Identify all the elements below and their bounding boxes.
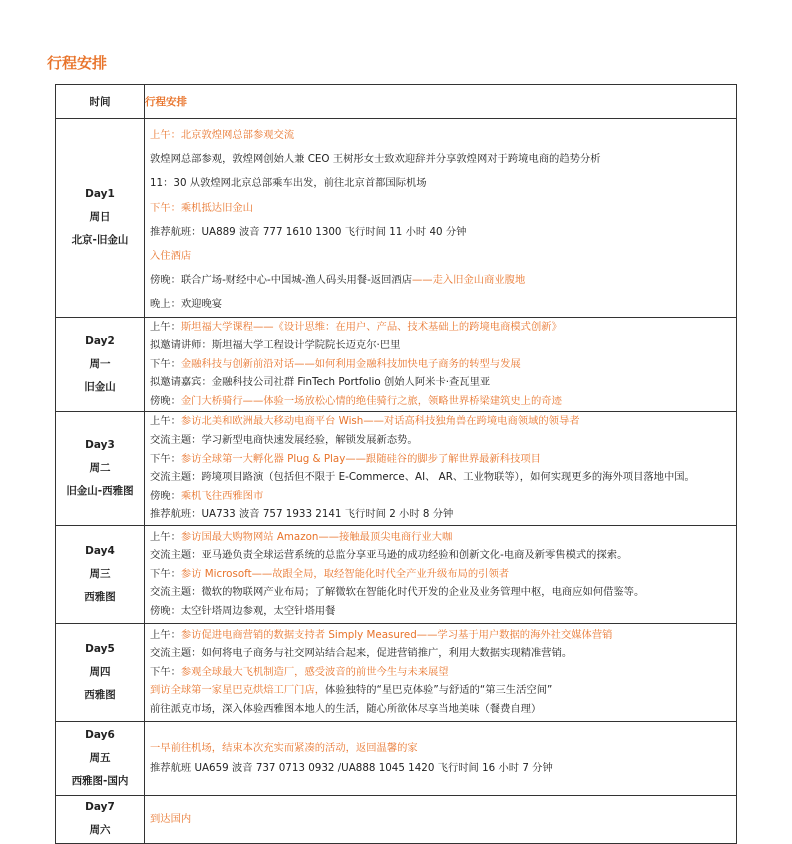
weekday-label: 周二 bbox=[89, 461, 111, 474]
line-text: 金门大桥骑行——体验一场放松心情的绝佳骑行之旅，领略世界桥梁建筑史上的奇迹 bbox=[180, 395, 562, 407]
schedule-line bbox=[150, 738, 736, 758]
itinerary-table bbox=[55, 84, 737, 844]
line-lead: 傍晚：联合广场-财经中心-中国城-渔人码头用餐-返回酒店 bbox=[150, 274, 412, 287]
schedule-line bbox=[150, 268, 736, 292]
weekday-label: 周三 bbox=[89, 567, 111, 580]
schedule-line bbox=[150, 336, 736, 355]
line-text: 交流主题：亚马逊负责全球运营系统的总监分享亚马逊的成功经验和创新文化-电商及新零售模式的探索。 bbox=[150, 549, 628, 562]
route-label: 旧金山 bbox=[84, 380, 116, 393]
line-text: 傍晚：太空针塔周边参观，太空针塔用餐 bbox=[150, 604, 336, 617]
schedule-cell bbox=[145, 525, 737, 623]
schedule-line bbox=[150, 565, 736, 584]
schedule-cell bbox=[145, 119, 737, 318]
line-lead: 傍晚： bbox=[150, 395, 181, 407]
line-text: 参访全球第一大孵化器 Plug & Play——跟随硅谷的脚步了解世界最新科技项目 bbox=[180, 452, 541, 465]
day-cell bbox=[56, 721, 145, 795]
day-label: Day1 bbox=[85, 188, 115, 201]
schedule-cell bbox=[145, 623, 737, 721]
table-row bbox=[56, 317, 737, 411]
schedule-line bbox=[150, 373, 736, 392]
schedule-line bbox=[150, 171, 736, 195]
table-header-row bbox=[56, 85, 737, 119]
line-lead: 下午： bbox=[150, 357, 181, 370]
line-lead: 到访全球第一家星巴克烘焙工厂门店， bbox=[150, 684, 326, 697]
line-text: 参访 Microsoft——故跟全局，取经智能化时代全产业升级布局的引领者 bbox=[180, 567, 510, 580]
schedule-line bbox=[150, 220, 736, 244]
line-lead: 上午： bbox=[150, 530, 181, 543]
schedule-line bbox=[150, 147, 736, 171]
schedule-line bbox=[150, 196, 736, 220]
schedule-line bbox=[150, 450, 736, 469]
line-text: 下午：乘机抵达旧金山 bbox=[150, 201, 253, 214]
route-label: 北京-旧金山 bbox=[71, 234, 129, 247]
schedule-line bbox=[150, 700, 736, 719]
schedule-cell bbox=[145, 317, 737, 411]
table-row bbox=[56, 119, 737, 318]
line-text: 拟邀请嘉宾：金融科技公司社群 FinTech Portfolio 创始人阿米卡·查瓦里亚 bbox=[150, 376, 491, 389]
weekday-label: 周一 bbox=[89, 357, 111, 370]
day-label: Day4 bbox=[85, 544, 115, 557]
weekday-label: 周四 bbox=[89, 665, 111, 678]
line-text: 上午：北京敦煌网总部参观交流 bbox=[150, 129, 295, 141]
line-lead: 下午： bbox=[150, 665, 181, 678]
line-text: 参访国最大购物网站 Amazon——接触最顶尖电商行业大咖 bbox=[180, 530, 453, 543]
schedule-cell bbox=[145, 795, 737, 843]
schedule-cell bbox=[145, 721, 737, 795]
line-lead: 上午： bbox=[150, 628, 181, 641]
schedule-line bbox=[150, 528, 736, 547]
day-cell bbox=[56, 623, 145, 721]
day-cell bbox=[56, 119, 145, 318]
line-text: 晚上：欢迎晚宴 bbox=[150, 298, 223, 311]
weekday-label: 周日 bbox=[89, 211, 111, 224]
route-label: 旧金山-西雅图 bbox=[66, 484, 134, 497]
line-text: ——走入旧金山商业腹地 bbox=[412, 274, 526, 287]
schedule-line bbox=[150, 809, 736, 829]
line-text: 推荐航班：UA733 波音 757 1933 2141 飞行时间 2 小时 8 分钟 bbox=[150, 508, 454, 521]
line-text: 入住酒店 bbox=[150, 250, 192, 263]
line-text: 体验独特的“星巴克体验”与舒适的“第三生活空间” bbox=[325, 684, 553, 697]
schedule-line bbox=[150, 487, 736, 506]
day-label: Day3 bbox=[85, 438, 115, 451]
schedule-line bbox=[150, 392, 736, 411]
line-text: 交流主题：微软的物联网产业布局；了解微软在智能化时代开发的企业及业务管理中枢，电商应如何借鉴等。 bbox=[150, 586, 645, 599]
day-label: Day6 bbox=[85, 728, 115, 741]
schedule-line bbox=[150, 292, 736, 316]
route-label: 西雅图 bbox=[84, 590, 116, 603]
line-text: 敦煌网总部参观，敦煌网创始人兼 CEO 王树彤女士致欢迎辞并分享敦煌网对于跨境电商的趋势分析 bbox=[150, 153, 601, 166]
schedule-line bbox=[150, 546, 736, 565]
schedule-line bbox=[150, 123, 736, 147]
day-cell bbox=[56, 411, 145, 525]
line-lead: 上午： bbox=[150, 415, 181, 428]
table-row bbox=[56, 623, 737, 721]
line-text: 参观全球最大飞机制造厂，感受波音的前世今生与未来展望 bbox=[180, 665, 449, 678]
line-text: 交流主题：跨境项目路演（包括但不限于 E-Commerce、AI、 AR、工业物联等），如何实现更多的海外项目落地中国。 bbox=[150, 471, 695, 484]
schedule-line bbox=[150, 758, 736, 778]
line-lead: 傍晚： bbox=[150, 489, 181, 502]
weekday-label: 周六 bbox=[89, 824, 111, 837]
schedule-line bbox=[150, 681, 736, 700]
schedule-line bbox=[150, 644, 736, 663]
schedule-line bbox=[150, 663, 736, 682]
table-row bbox=[56, 721, 737, 795]
line-text: 交流主题：学习新型电商快速发展经验，解锁发展新态势。 bbox=[150, 433, 418, 446]
line-lead: 下午： bbox=[150, 452, 181, 465]
table-row bbox=[56, 411, 737, 525]
schedule-line bbox=[150, 318, 736, 337]
line-text: 金融科技与创新前沿对话——如何利用金融科技加快电子商务的转型与发展 bbox=[180, 357, 521, 370]
header-time: 时间 bbox=[56, 85, 145, 119]
line-text: 一早前往机场，结束本次充实而紧凑的活动，返回温馨的家 bbox=[150, 742, 418, 755]
line-text: 到达国内 bbox=[150, 813, 192, 826]
schedule-line bbox=[150, 626, 736, 645]
line-text: 推荐航班 UA659 波音 737 0713 0932 /UA888 1045 1420 飞行时间 16 小时 7 分钟 bbox=[150, 762, 553, 775]
schedule-cell bbox=[145, 411, 737, 525]
schedule-line bbox=[150, 583, 736, 602]
line-text: 参访北美和欧洲最大移动电商平台 Wish——对话高科技独角兽在跨境电商领域的领导者 bbox=[180, 415, 580, 428]
day-cell bbox=[56, 317, 145, 411]
line-lead: 下午： bbox=[150, 567, 181, 580]
line-text: 交流主题：如何将电子商务与社交网站结合起来，促进营销推广，利用大数据实现精准营销。 bbox=[150, 647, 573, 660]
line-text: 参访促进电商营销的数据支持者 Simply Measured——学习基于用户数据的海外社交媒体营销 bbox=[180, 628, 613, 641]
table-row bbox=[56, 525, 737, 623]
schedule-line bbox=[150, 431, 736, 450]
schedule-line bbox=[150, 244, 736, 268]
route-label: 西雅图 bbox=[84, 688, 116, 701]
page-title: 行程安排 bbox=[47, 54, 108, 72]
line-text: 推荐航班：UA889 波音 777 1610 1300 飞行时间 11 小时 40 分钟 bbox=[150, 225, 467, 238]
line-text: 11：30 从敦煌网北京总部乘车出发，前往北京首都国际机场 bbox=[150, 177, 427, 190]
weekday-label: 周五 bbox=[89, 751, 111, 764]
day-cell bbox=[56, 525, 145, 623]
day-cell bbox=[56, 795, 145, 843]
day-label: Day5 bbox=[85, 642, 115, 655]
line-text: 斯坦福大学课程——《设计思维：在用户、产品、技术基础上的跨境电商模式创新》 bbox=[180, 320, 562, 333]
schedule-line bbox=[150, 355, 736, 374]
line-lead: 上午： bbox=[150, 320, 181, 333]
route-label: 西雅图-国内 bbox=[71, 774, 129, 787]
table-row bbox=[56, 795, 737, 843]
schedule-line bbox=[150, 412, 736, 431]
header-schedule: 行程安排 bbox=[145, 85, 737, 119]
line-text: 前往派克市场，深入体验西雅图本地人的生活，随心所欲体尽享当地美味（餐费自理） bbox=[150, 702, 542, 715]
schedule-line bbox=[150, 602, 736, 621]
schedule-line bbox=[150, 468, 736, 487]
line-text: 乘机飞往西雅图市 bbox=[180, 489, 264, 502]
line-text: 拟邀请讲师：斯坦福大学工程设计学院院长迈克尔·巴里 bbox=[150, 339, 401, 352]
day-label: Day2 bbox=[85, 334, 115, 347]
day-label: Day7 bbox=[85, 801, 115, 814]
schedule-line bbox=[150, 505, 736, 524]
